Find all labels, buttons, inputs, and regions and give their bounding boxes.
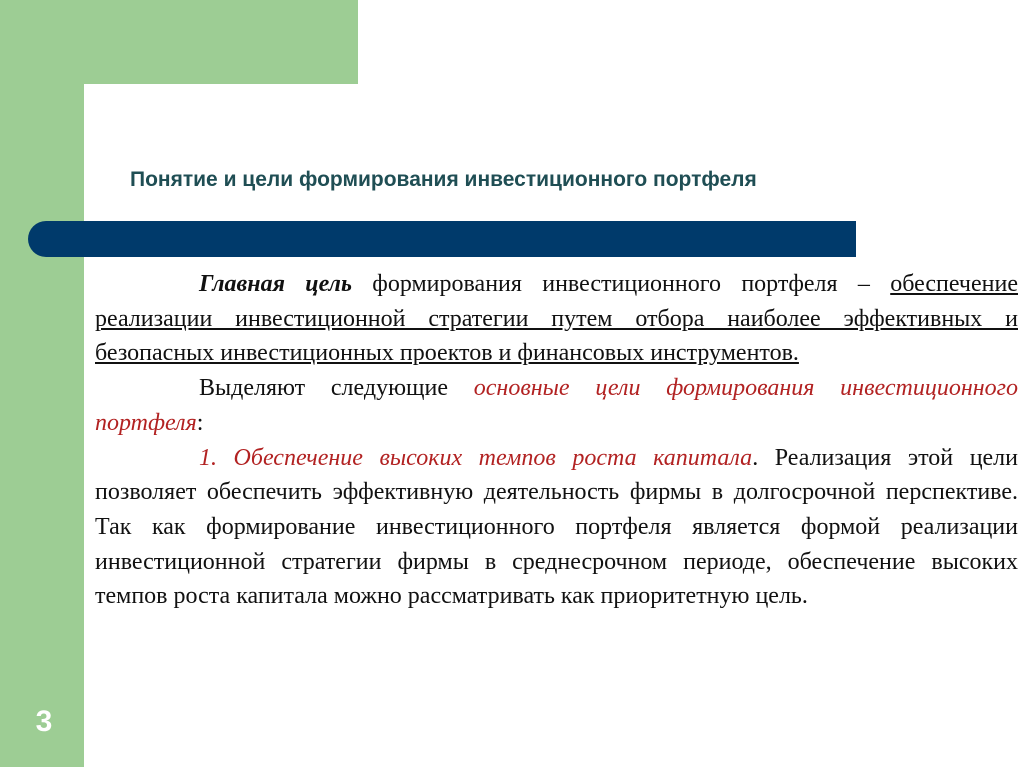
main-goal-text: формирования инвестиционного портфеля – xyxy=(351,271,891,297)
green-top-band xyxy=(0,0,358,84)
paragraph-goals-intro xyxy=(95,371,1018,440)
title-underline-bar xyxy=(28,221,856,257)
main-goal-definition: обеспечение реализации инвестиционной стратегии путем отбора наиболее эффективных и безопасных инвестиционных проектов и финансовых инструментов. xyxy=(95,271,1018,367)
goals-intro-highlight: основные цели формирования инвестиционного портфеля xyxy=(95,375,1018,436)
goal-1-text: . Реализация этой цели позволяет обеспечить эффективную деятельность фирмы в долгосрочной перспективе. Так как формирование инвестиционного портфеля является формой реализации инвестиционной стратегии фирмы в среднесрочном периоде, обеспечение высоких темпов роста капитала можно рассматривать как приоритетную цель. xyxy=(95,444,1019,610)
slide-body xyxy=(95,267,1018,614)
paragraph-goal-1 xyxy=(95,441,1018,615)
goals-intro-text: Выделяют следующие xyxy=(199,375,474,402)
green-side-band xyxy=(0,0,84,767)
goal-1-title: 1. Обеспечение высоких темпов роста капитала xyxy=(199,444,753,471)
slide-number: 3 xyxy=(35,705,53,738)
rounded-corner-decoration xyxy=(84,84,164,164)
slide-title: Понятие и цели формирования инвестиционного портфеля xyxy=(130,168,757,191)
goals-intro-end: : xyxy=(196,409,204,436)
main-goal-lead: Главная цель xyxy=(199,271,352,297)
paragraph-main-goal xyxy=(95,267,1018,371)
